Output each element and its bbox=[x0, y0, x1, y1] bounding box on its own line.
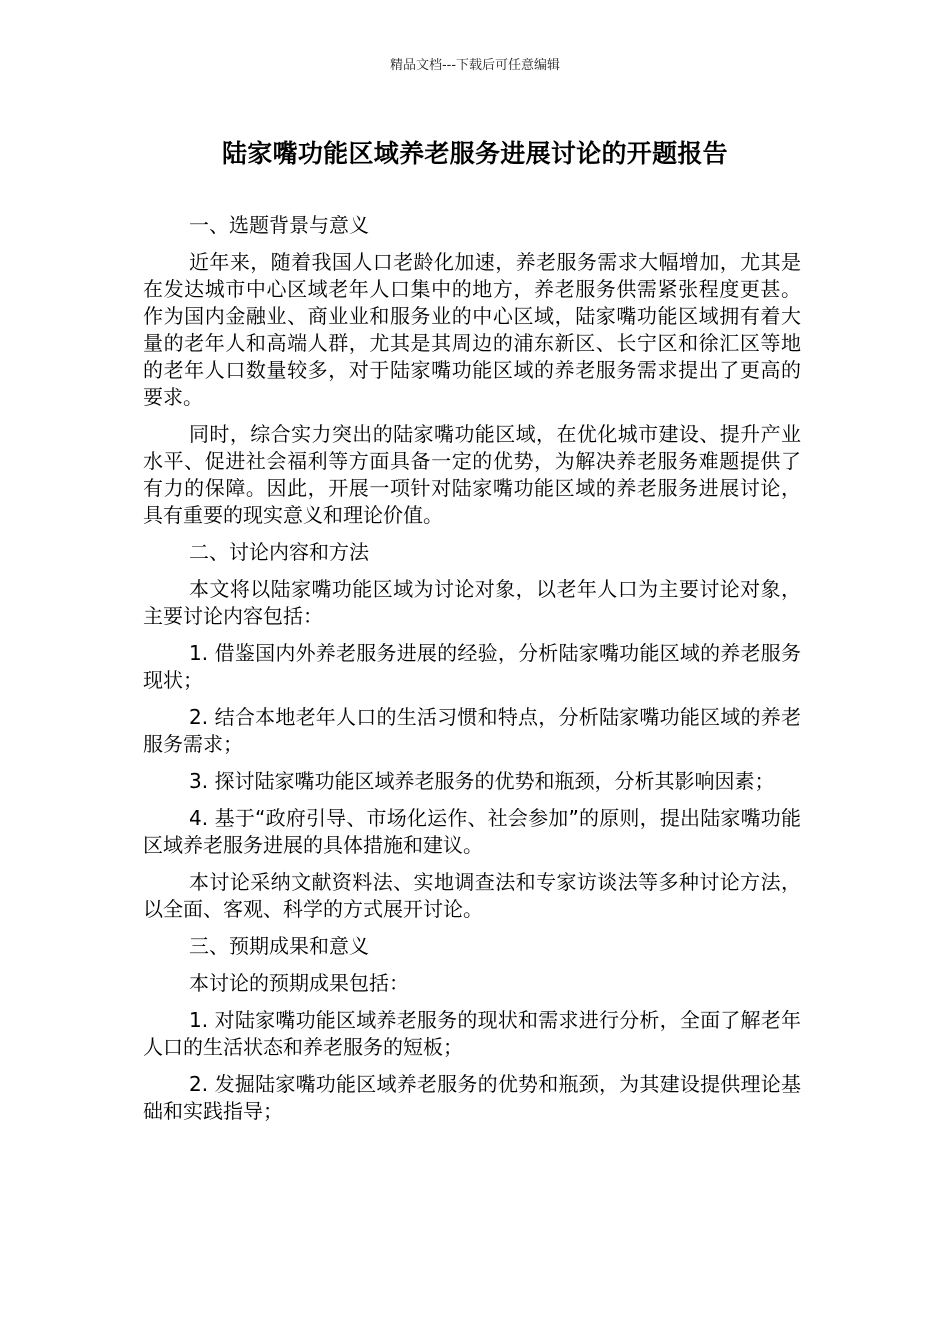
list-item-content-2: 2. 结合本地老年人口的生活习惯和特点，分析陆家嘴功能区域的养老服务需求； bbox=[143, 705, 801, 756]
header-note: 精品文档---下载后可任意编辑 bbox=[389, 58, 561, 73]
paragraph-background-2: 同时，综合实力突出的陆家嘴功能区域，在优化城市建设、提升产业水平、促进社会福利等方面具备一定的优势，为解决养老服务难题提供了有力的保障。因此，开展一项针对陆家嘴功能区域的养老服务进展讨论，具有重要的现实意义和理论价值。 bbox=[143, 422, 801, 527]
section-heading-content-methods: 二、讨论内容和方法 bbox=[189, 540, 369, 564]
list-item-outcome-1: 1. 对陆家嘴功能区域养老服务的现状和需求进行分析，全面了解老年人口的生活状态和养老服务的短板； bbox=[143, 1008, 801, 1059]
paragraph-content-intro: 本文将以陆家嘴功能区域为讨论对象，以老年人口为主要讨论对象，主要讨论内容包括： bbox=[143, 577, 801, 628]
list-item-outcome-2: 2. 发掘陆家嘴功能区域养老服务的优势和瓶颈，为其建设提供理论基础和实践指导； bbox=[143, 1072, 801, 1123]
paragraph-methods: 本讨论采纳文献资料法、实地调查法和专家访谈法等多种讨论方法，以全面、客观、科学的方式展开讨论。 bbox=[143, 870, 801, 921]
section-heading-background: 一、选题背景与意义 bbox=[189, 213, 369, 237]
list-item-content-4: 4. 基于“政府引导、市场化运作、社会参加”的原则，提出陆家嘴功能区域养老服务进展的具体措施和建议。 bbox=[143, 806, 801, 857]
paragraph-background-1: 近年来，随着我国人口老龄化加速，养老服务需求大幅增加，尤其是在发达城市中心区域老年人口集中的地方，养老服务供需紧张程度更甚。作为国内金融业、商业业和服务业的中心区域，陆家嘴功能区域拥有着大量的老年人和高端人群，尤其是其周边的浦东新区、长宁区和徐汇区等地的老年人口数量较多，对于陆家嘴功能区域的养老服务需求提出了更高的要求。 bbox=[143, 250, 801, 409]
document-body bbox=[143, 212, 801, 1135]
paragraph-outcomes-intro: 本讨论的预期成果包括： bbox=[189, 971, 409, 995]
list-item-content-1: 1. 借鉴国内外养老服务进展的经验，分析陆家嘴功能区域的养老服务现状； bbox=[143, 641, 801, 692]
list-item-content-3: 3. 探讨陆家嘴功能区域养老服务的优势和瓶颈，分析其影响因素； bbox=[189, 769, 775, 793]
document-title: 陆家嘴功能区域养老服务进展讨论的开题报告 bbox=[221, 139, 728, 168]
section-heading-outcomes: 三、预期成果和意义 bbox=[189, 934, 369, 958]
